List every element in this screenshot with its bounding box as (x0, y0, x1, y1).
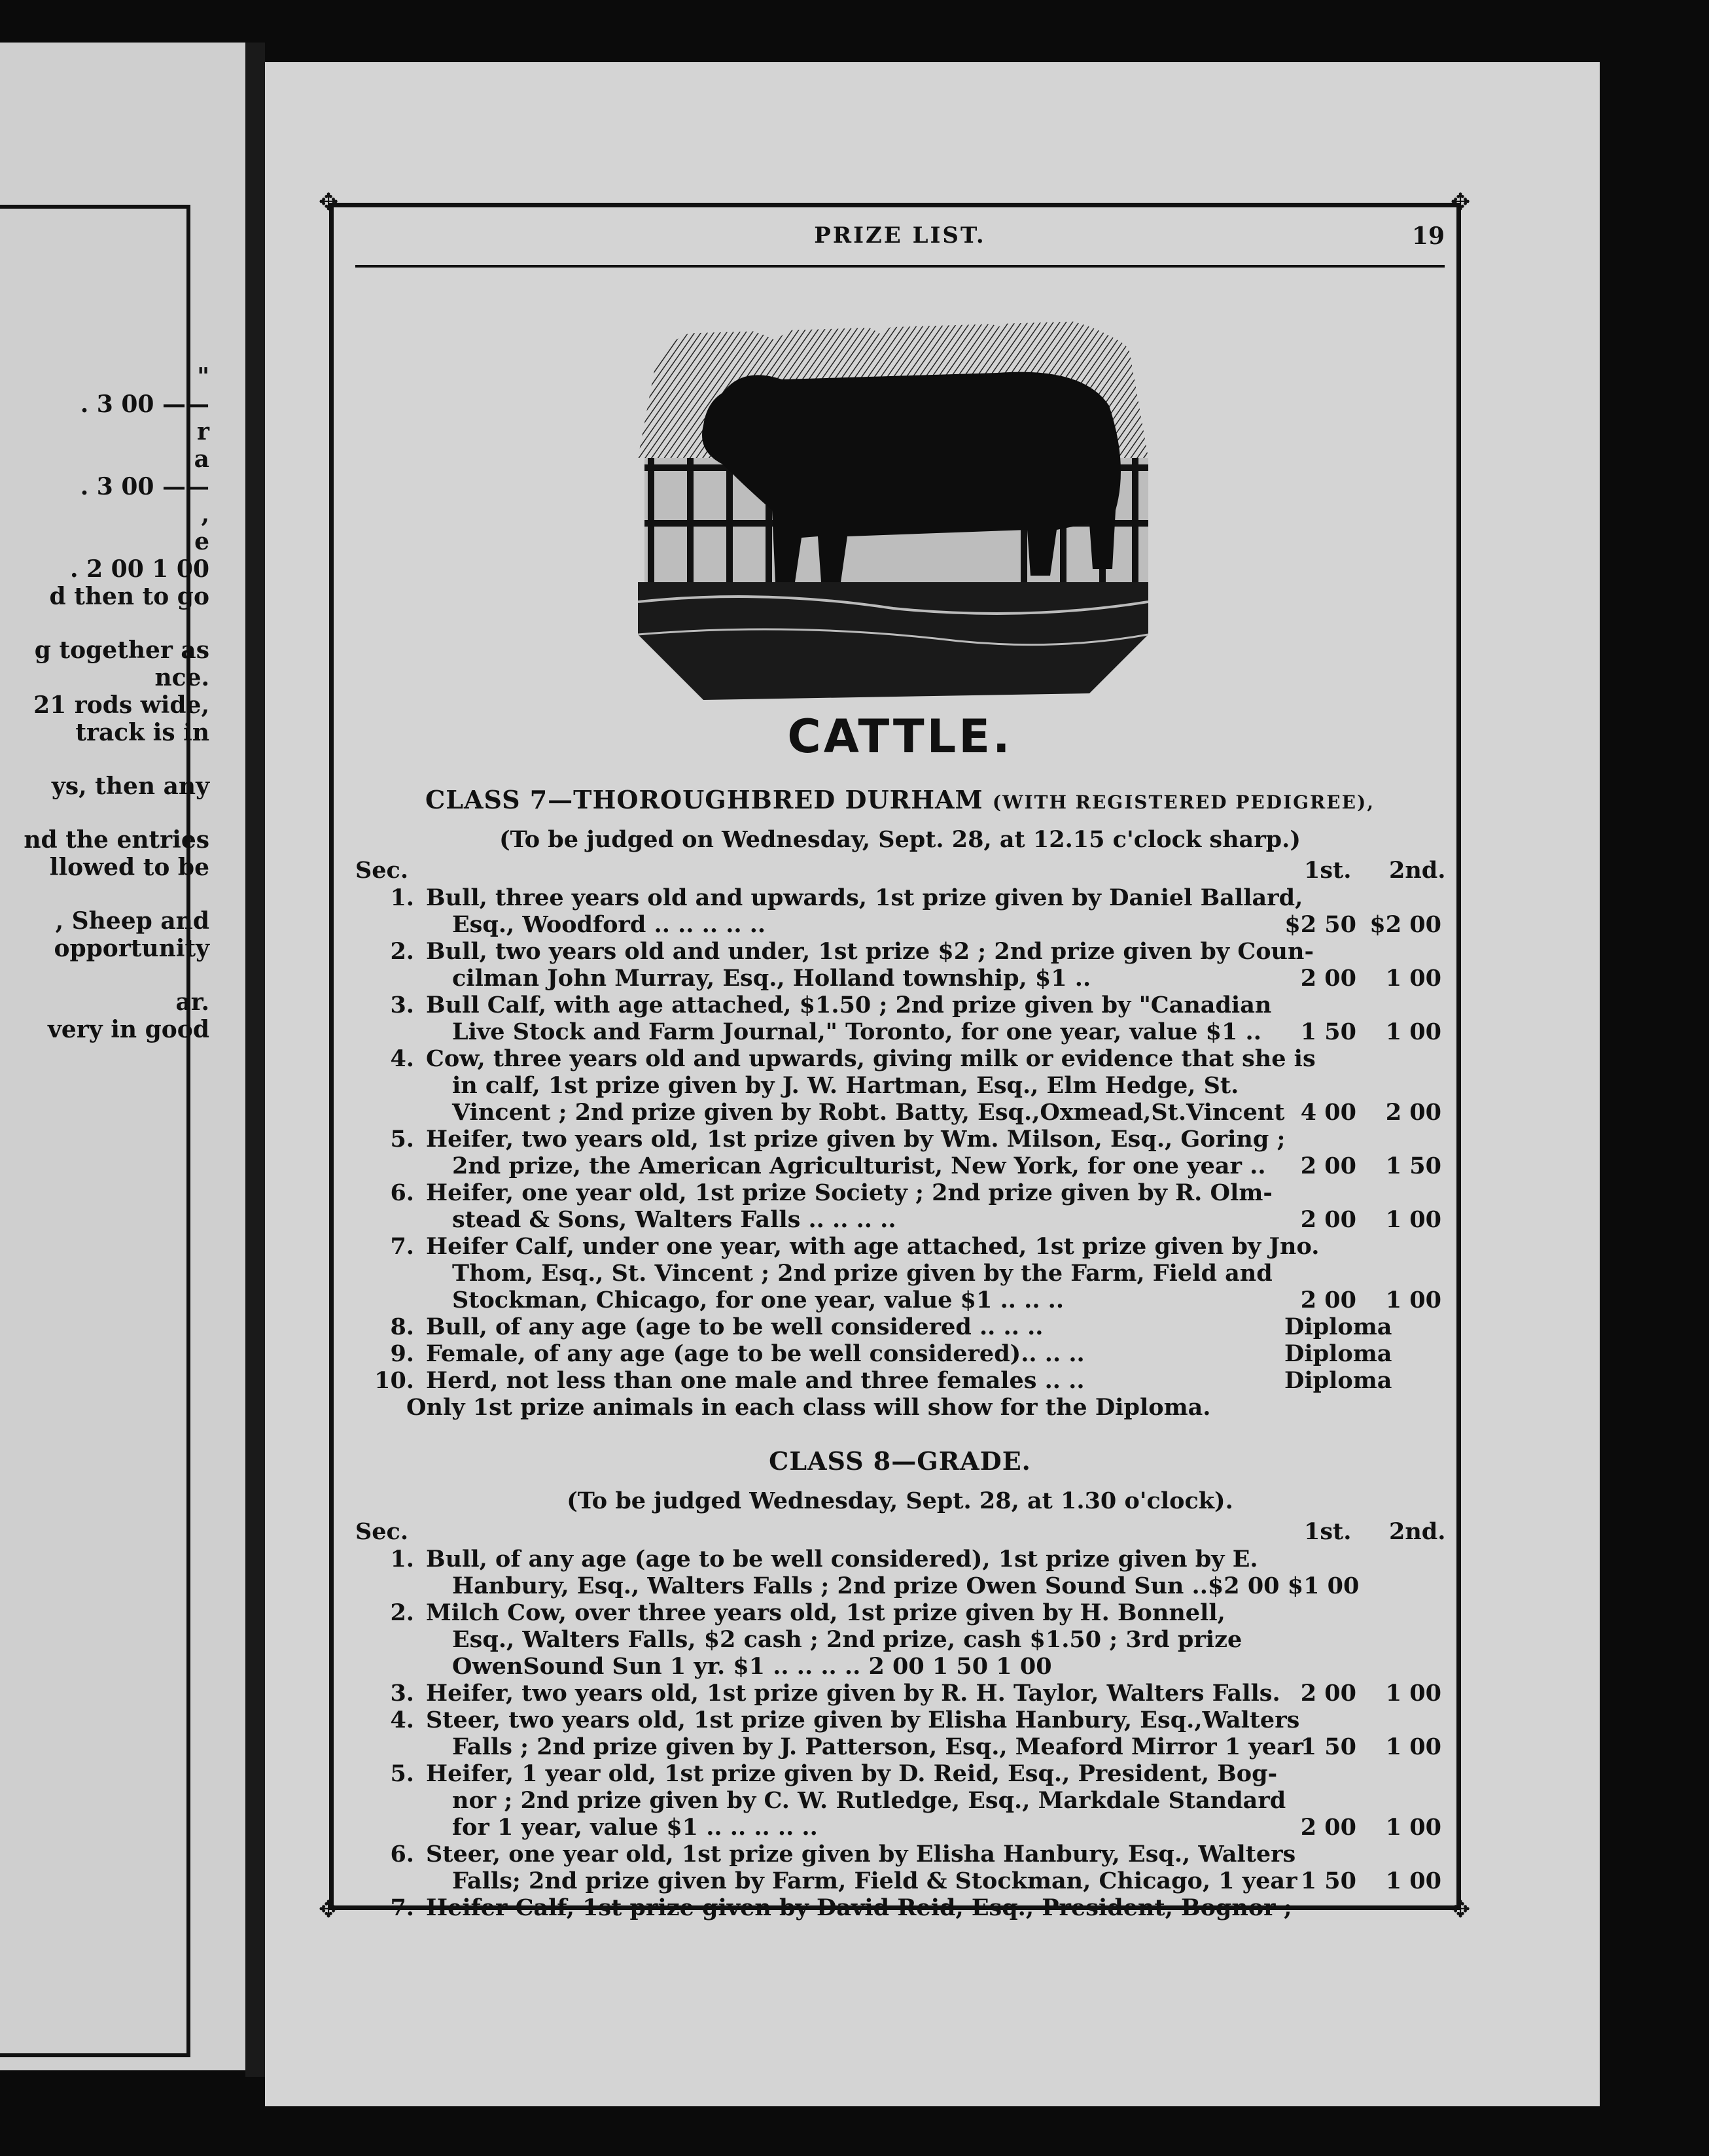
section-number: 4. (390, 1707, 414, 1733)
sec-column-label: Sec. (355, 857, 409, 884)
prize-description: Bull, of any age (age to be well considered), 1st prize given by E. (426, 1546, 1258, 1573)
second-prize-column-label: 2nd. (1389, 857, 1446, 884)
prize-description: for 1 year, value $1 .. .. .. .. .. (452, 1814, 818, 1841)
prize-description: nor ; 2nd prize given by C. W. Rutledge, Esq., Markdale Standard (452, 1787, 1286, 1814)
prize-entry-line (355, 1153, 1445, 1179)
previous-page-line: . 2 00 1 00 (70, 555, 209, 583)
prize-entry-line (355, 1313, 1445, 1340)
prize-description: Steer, two years old, 1st prize given by Elisha Hanbury, Esq.,Walters (426, 1707, 1300, 1733)
class-7-heading (355, 785, 1445, 814)
first-prize-amount: 1 50 (1300, 1018, 1356, 1045)
prize-entry-line (355, 1072, 1445, 1099)
previous-page-line: " (197, 363, 209, 391)
first-prize-amount: $2 50 (1284, 911, 1356, 938)
prize-entry-line (355, 1599, 1445, 1626)
prize-entry-line (355, 1626, 1445, 1653)
prize-entry (355, 938, 1445, 992)
running-head (355, 222, 1445, 258)
prize-entry-line (355, 1126, 1445, 1153)
prize-entry (355, 1126, 1445, 1179)
prize-description: Esq., Walters Falls, $2 cash ; 2nd prize, cash $1.50 ; 3rd prize (452, 1626, 1242, 1653)
prize-description: Hanbury, Esq., Walters Falls ; 2nd prize Owen Sound Sun ..$2 00 $1 00 (452, 1573, 1360, 1599)
first-prize-amount: 4 00 (1300, 1099, 1356, 1126)
prize-entry (355, 992, 1445, 1045)
prize-description: Heifer Calf, 1st prize given by David Reid, Esq., President, Bognor ; (426, 1894, 1292, 1921)
prize-entry (355, 1179, 1445, 1233)
previous-page-line: very in good (48, 1016, 209, 1043)
previous-page-line: nd the entries (24, 826, 209, 854)
prize-entry-line (355, 992, 1445, 1018)
prize-entry-line (355, 1894, 1445, 1921)
section-number: 6. (390, 1841, 414, 1868)
first-prize-amount: 2 00 (1300, 1153, 1356, 1179)
prize-entry-line (355, 1573, 1445, 1599)
previous-page-text (24, 363, 209, 1043)
section-number: 2. (390, 1599, 414, 1626)
second-prize-amount: 2 00 (1385, 1099, 1441, 1126)
first-prize-amount: 2 00 (1300, 1680, 1356, 1707)
first-prize-amount: 2 00 (1300, 1206, 1356, 1233)
frame-corner-ornament: ✥ (319, 189, 339, 216)
previous-page-line: e (194, 528, 209, 555)
first-prize-amount: 2 00 (1300, 965, 1356, 992)
prize-description: Bull, of any age (age to be well considered .. .. .. (426, 1313, 1044, 1340)
prize-entry-line (355, 1814, 1445, 1841)
prize-entry-line (355, 1260, 1445, 1287)
prize-description: Bull, two years old and under, 1st prize $2 ; 2nd prize given by Coun- (426, 938, 1314, 965)
section-number: 4. (390, 1045, 414, 1072)
class-7-subtitle: (WITH REGISTERED PEDIGREE), (992, 791, 1375, 813)
previous-page-line: ys, then any (51, 773, 209, 800)
class-7-entries (355, 884, 1445, 1394)
previous-page-line: . 3 00 —— (80, 391, 209, 418)
class-8-heading: CLASS 8—GRADE. (769, 1446, 1031, 1476)
prize-description: stead & Sons, Walters Falls .. .. .. .. (452, 1206, 896, 1233)
previous-page (0, 43, 245, 2070)
previous-page-line: d then to go (49, 583, 209, 610)
second-prize-column-label: 2nd. (1389, 1518, 1446, 1545)
prize-entry (355, 1340, 1445, 1367)
class-8-judging-time: (To be judged Wednesday, Sept. 28, at 1.30 o'clock). (567, 1487, 1233, 1514)
previous-page-line: , Sheep and (55, 907, 209, 935)
second-prize-amount: 1 00 (1385, 1814, 1441, 1841)
section-number: 8. (390, 1313, 414, 1340)
section-number: 6. (390, 1179, 414, 1206)
second-prize-amount: 1 00 (1385, 1680, 1441, 1707)
previous-page-line: a (194, 445, 209, 473)
previous-page-line: g together as (34, 636, 209, 664)
prize-entry (355, 1680, 1445, 1707)
prize-description: Heifer, two years old, 1st prize given by Wm. Milson, Esq., Goring ; (426, 1126, 1286, 1153)
second-prize-amount: $2 00 (1369, 911, 1441, 938)
section-title: CATTLE. (787, 710, 1013, 763)
prize-entry-line (355, 1760, 1445, 1787)
prize-entry-line (355, 1868, 1445, 1894)
previous-page-line: r (197, 418, 209, 445)
prize-entry (355, 1599, 1445, 1680)
prize-description: Heifer, 1 year old, 1st prize given by D. Reid, Esq., President, Bog- (426, 1760, 1278, 1787)
prize-entry-line (355, 1733, 1445, 1760)
prize-entry (355, 1313, 1445, 1340)
prize-description: Female, of any age (age to be well considered).. .. .. (426, 1340, 1085, 1367)
prize-entry (355, 884, 1445, 938)
diploma-note: Only 1st prize animals in each class will show for the Diploma. (406, 1394, 1211, 1421)
prize-description: Vincent ; 2nd prize given by Robt. Batty, Esq.,Oxmead,St.Vincent (452, 1099, 1285, 1126)
page-19 (265, 62, 1600, 2106)
prize-entry-line (355, 1546, 1445, 1573)
previous-page-line: nce. (154, 664, 209, 691)
diploma-award: Diploma (1284, 1367, 1392, 1394)
prize-entry-line (355, 1653, 1445, 1680)
prize-entry-line (355, 1045, 1445, 1072)
section-number: 7. (390, 1233, 414, 1260)
previous-page-line: opportunity (54, 935, 209, 962)
prize-entry (355, 1760, 1445, 1841)
prize-entry-line (355, 1206, 1445, 1233)
prize-entry-line (355, 1340, 1445, 1367)
second-prize-amount: 1 00 (1385, 1733, 1441, 1760)
prize-entry-line (355, 1841, 1445, 1868)
class-8-column-headers (355, 1518, 1445, 1546)
frame-corner-ornament: ✥ (319, 1896, 339, 1923)
prize-entry-line (355, 1787, 1445, 1814)
prize-description: 2nd prize, the American Agriculturist, New York, for one year .. (452, 1153, 1266, 1179)
prize-entry-line (355, 1367, 1445, 1394)
prize-entry (355, 1546, 1445, 1599)
section-number: 1. (390, 1546, 414, 1573)
section-number: 9. (390, 1340, 414, 1367)
section-number: 1. (390, 884, 414, 911)
prize-description: Live Stock and Farm Journal," Toronto, for one year, value $1 .. (452, 1018, 1261, 1045)
second-prize-amount: 1 00 (1385, 1287, 1441, 1313)
first-prize-amount: 2 00 (1300, 1814, 1356, 1841)
bull-engraving (631, 294, 1155, 713)
prize-description: OwenSound Sun 1 yr. $1 .. .. .. .. 2 00 1 50 1 00 (452, 1653, 1052, 1680)
section-number: 3. (390, 992, 414, 1018)
prize-entry (355, 1045, 1445, 1126)
first-prize-amount: 2 00 (1300, 1287, 1356, 1313)
prize-entry-line (355, 1707, 1445, 1733)
prize-entry-line (355, 1287, 1445, 1313)
first-prize-amount: 1 50 (1300, 1868, 1356, 1894)
previous-page-line: ar. (175, 988, 209, 1016)
prize-entry (355, 1367, 1445, 1394)
prize-description: cilman John Murray, Esq., Holland township, $1 .. (452, 965, 1091, 992)
prize-description: Heifer Calf, under one year, with age attached, 1st prize given by Jno. (426, 1233, 1320, 1260)
section-number: 5. (390, 1126, 414, 1153)
section-number: 7. (390, 1894, 414, 1921)
prize-description: Esq., Woodford .. .. .. .. .. (452, 911, 766, 938)
prize-description: Falls; 2nd prize given by Farm, Field & Stockman, Chicago, 1 year (452, 1868, 1297, 1894)
book-gutter (245, 43, 265, 2077)
prize-description: in calf, 1st prize given by J. W. Hartman, Esq., Elm Hedge, St. (452, 1072, 1239, 1099)
frame-corner-ornament: ✥ (1451, 1896, 1471, 1923)
section-number: 3. (390, 1680, 414, 1707)
prize-description: Herd, not less than one male and three females .. .. (426, 1367, 1085, 1394)
prize-description: Bull, three years old and upwards, 1st prize given by Daniel Ballard, (426, 884, 1303, 911)
second-prize-amount: 1 00 (1385, 1206, 1441, 1233)
section-number: 10. (374, 1367, 414, 1394)
sec-column-label: Sec. (355, 1518, 409, 1545)
second-prize-amount: 1 00 (1385, 965, 1441, 992)
class-7-title: CLASS 7—THOROUGHBRED DURHAM (425, 785, 983, 814)
header-rule (355, 265, 1445, 268)
prize-description: Heifer, one year old, 1st prize Society ; 2nd prize given by R. Olm- (426, 1179, 1273, 1206)
prize-description: Cow, three years old and upwards, giving milk or evidence that she is (426, 1045, 1316, 1072)
prize-entry-line (355, 1680, 1445, 1707)
prize-entry-line (355, 884, 1445, 911)
class-7-column-headers (355, 857, 1445, 884)
prize-entry-line (355, 911, 1445, 938)
class-7-section (355, 785, 1445, 1921)
class-8-entries (355, 1546, 1445, 1921)
previous-page-line: track is in (75, 719, 209, 746)
prize-entry-line (355, 1099, 1445, 1126)
second-prize-amount: 1 00 (1385, 1868, 1441, 1894)
class-7-judging-time: (To be judged on Wednesday, Sept. 28, at 12.15 c'clock sharp.) (499, 826, 1301, 853)
frame-corner-ornament: ✥ (1451, 189, 1471, 216)
prize-entry (355, 1707, 1445, 1760)
prize-description: Milch Cow, over three years old, 1st prize given by H. Bonnell, (426, 1599, 1225, 1626)
previous-page-line: llowed to be (49, 854, 209, 881)
prize-description: Heifer, two years old, 1st prize given by R. H. Taylor, Walters Falls. (426, 1680, 1280, 1707)
prize-description: Thom, Esq., St. Vincent ; 2nd prize given by the Farm, Field and (452, 1260, 1273, 1287)
section-number: 5. (390, 1760, 414, 1787)
section-number: 2. (390, 938, 414, 965)
previous-page-line: , (201, 500, 209, 528)
prize-entry (355, 1841, 1445, 1894)
second-prize-amount: 1 50 (1385, 1153, 1441, 1179)
first-prize-column-label: 1st. (1304, 857, 1352, 884)
running-title: PRIZE LIST. (814, 222, 986, 249)
prize-entry-line (355, 1179, 1445, 1206)
previous-page-line: 21 rods wide, (33, 691, 209, 719)
first-prize-amount: 1 50 (1300, 1733, 1356, 1760)
diploma-award: Diploma (1284, 1340, 1392, 1367)
prize-entry-line (355, 1018, 1445, 1045)
diploma-award: Diploma (1284, 1313, 1392, 1340)
second-prize-amount: 1 00 (1385, 1018, 1441, 1045)
prize-entry (355, 1894, 1445, 1921)
prize-entry (355, 1233, 1445, 1313)
prize-entry-line (355, 965, 1445, 992)
page-number: 19 (1411, 222, 1445, 250)
prize-entry-line (355, 938, 1445, 965)
first-prize-column-label: 1st. (1304, 1518, 1352, 1545)
previous-page-line: . 3 00 —— (80, 473, 209, 500)
prize-description: Bull Calf, with age attached, $1.50 ; 2nd prize given by "Canadian (426, 992, 1272, 1018)
prize-description: Falls ; 2nd prize given by J. Patterson, Esq., Meaford Mirror 1 year (452, 1733, 1304, 1760)
prize-description: Stockman, Chicago, for one year, value $1 .. .. .. (452, 1287, 1065, 1313)
prize-entry-line (355, 1233, 1445, 1260)
prize-description: Steer, one year old, 1st prize given by Elisha Hanbury, Esq., Walters (426, 1841, 1296, 1868)
